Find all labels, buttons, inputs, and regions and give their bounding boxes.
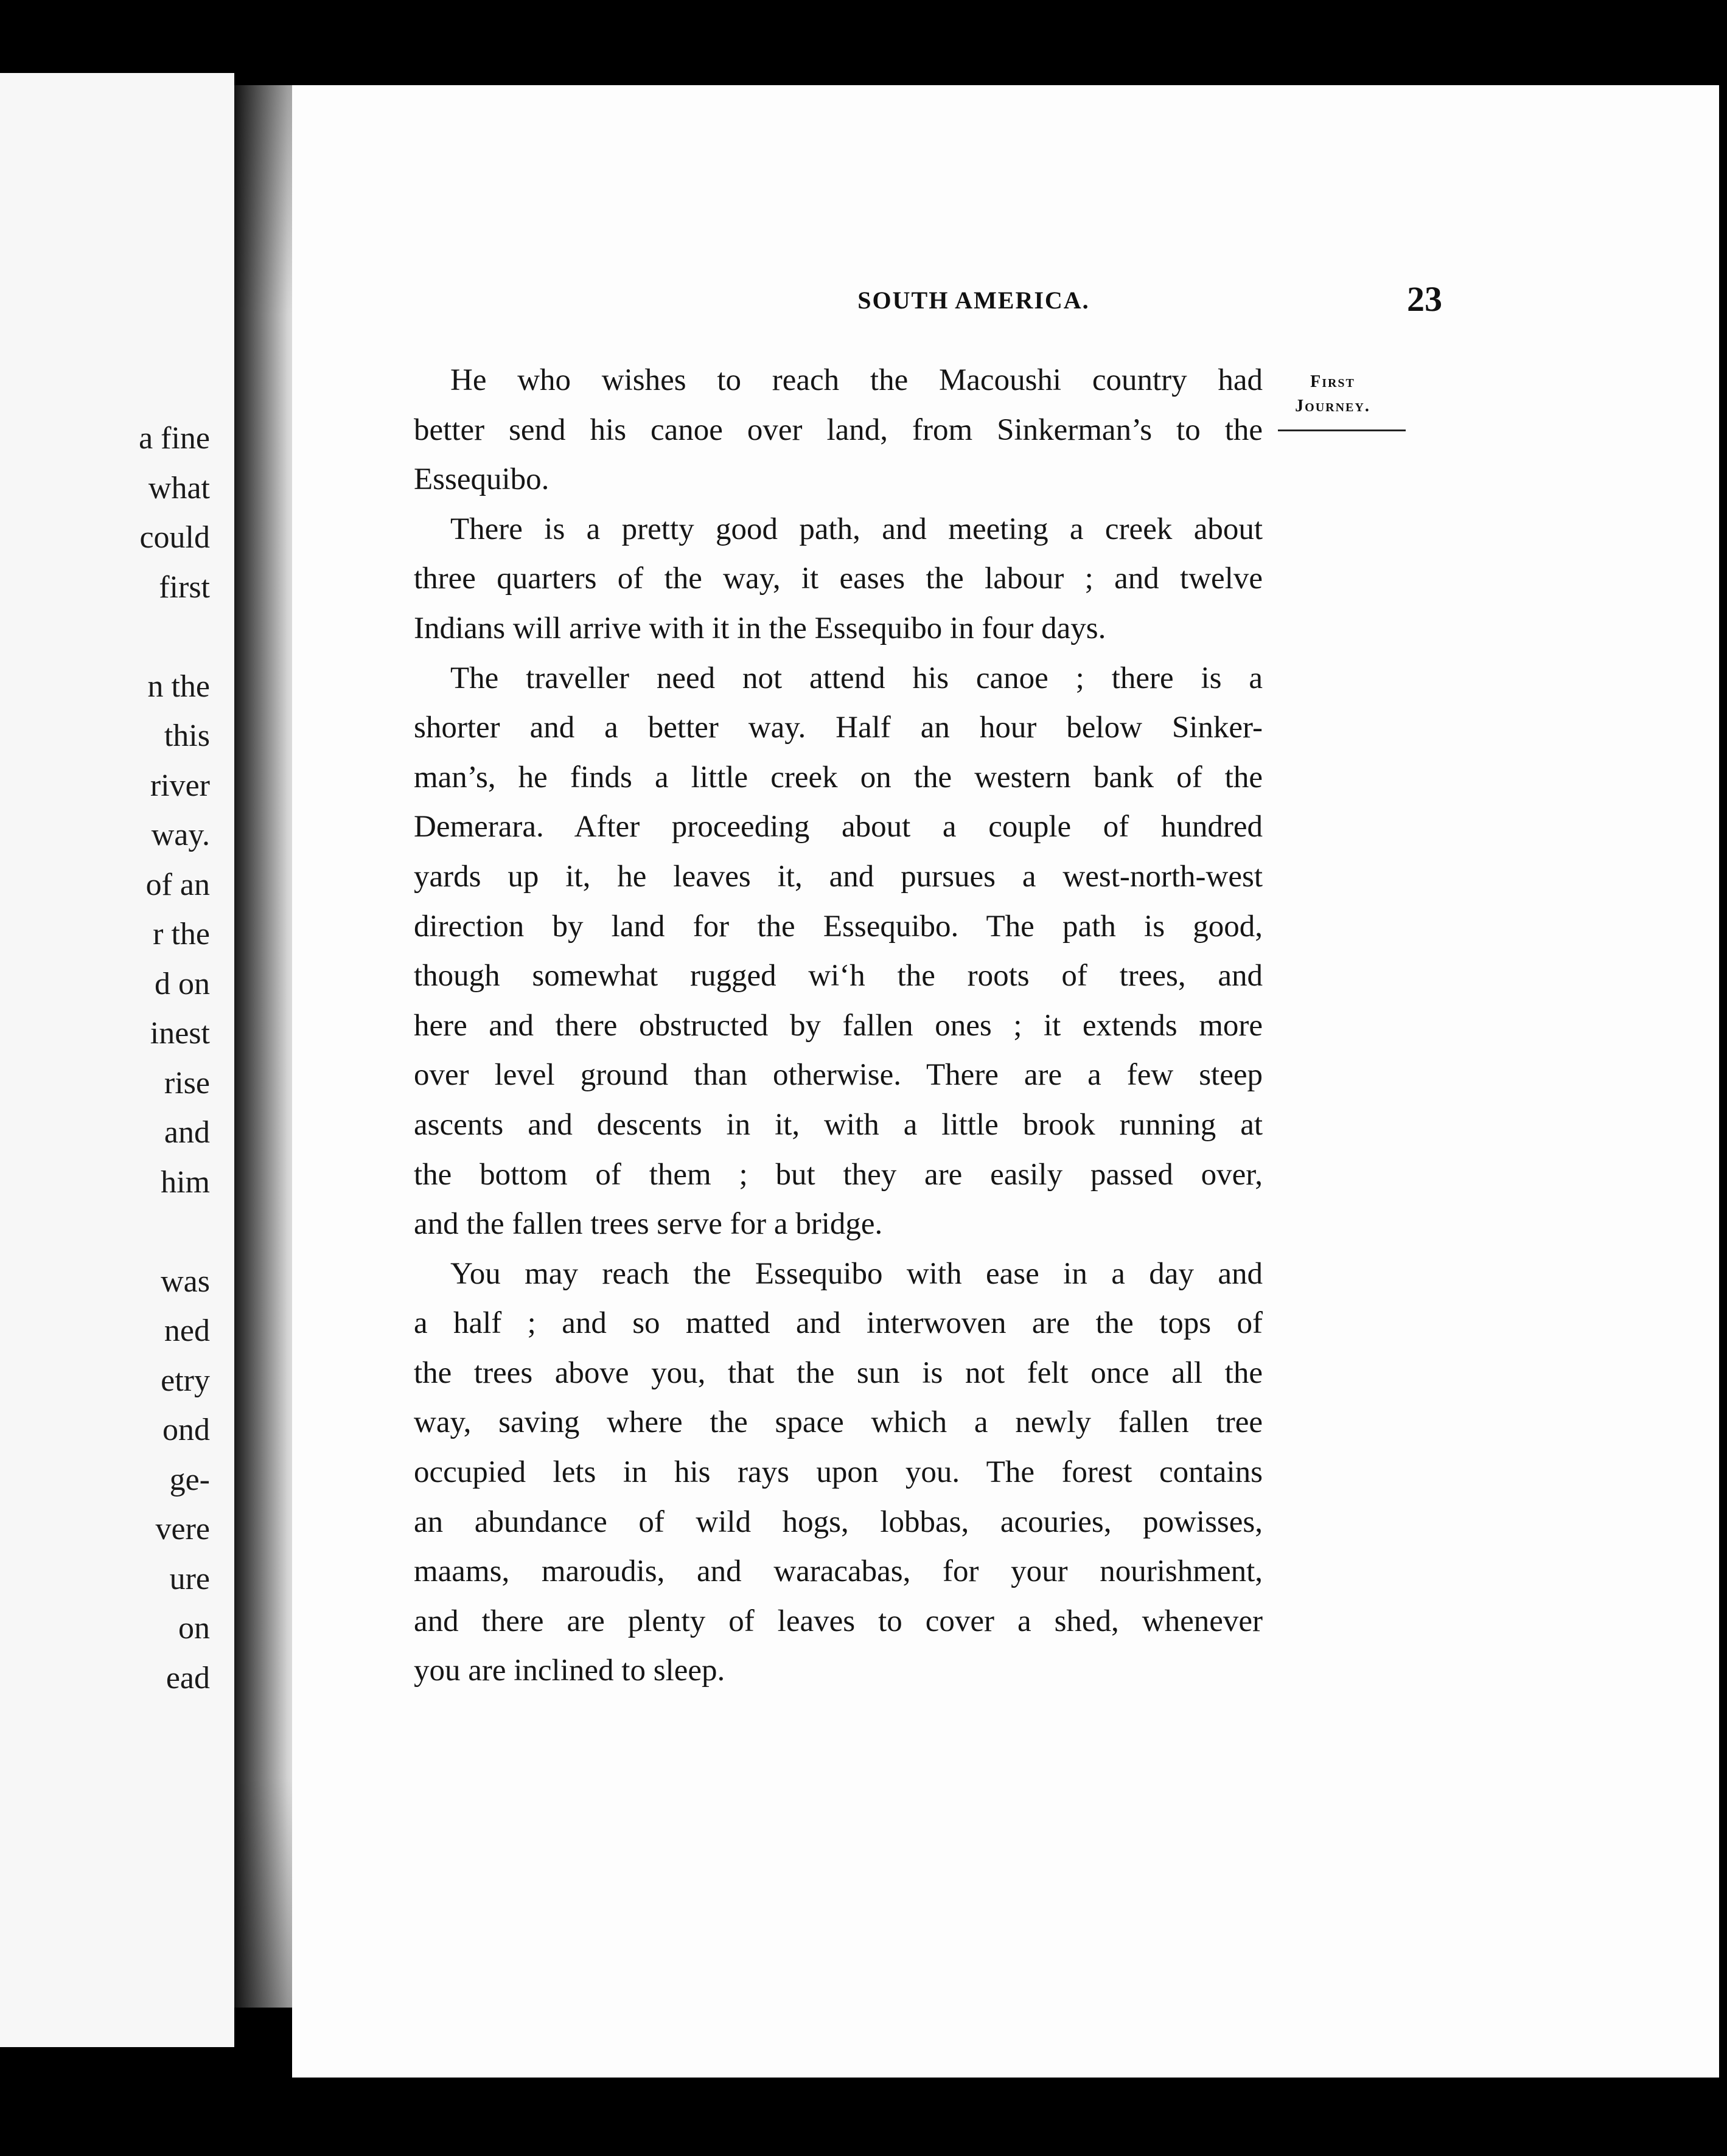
- text-line: though somewhat rugged wi‘h the roots of trees, and: [414, 959, 1263, 993]
- left-page-fragment: n the: [147, 669, 210, 704]
- left-page-fragment: was: [161, 1264, 210, 1299]
- text-line: shorter and a better way. Half an hour below Sinker-: [414, 711, 1263, 745]
- left-page-text-fragments: [0, 414, 210, 1703]
- left-page-fragment: ead: [166, 1660, 210, 1695]
- text-line: Essequibo.: [414, 462, 550, 497]
- body-text: [414, 356, 1263, 1696]
- page-number: 23: [1407, 279, 1442, 319]
- left-page-fragment: etry: [161, 1363, 210, 1398]
- left-page-fragment: r the: [153, 917, 210, 951]
- left-page-fragment: vere: [155, 1512, 210, 1546]
- left-page: [0, 73, 234, 2047]
- paragraph: [414, 505, 1263, 654]
- text-line: yards up it, he leaves it, and pursues a west-north-west: [414, 859, 1263, 894]
- left-page-fragment: river: [150, 768, 210, 803]
- marginal-note-line-1: First: [1310, 372, 1355, 391]
- text-line: direction by land for the Essequibo. The path is good,: [414, 909, 1263, 944]
- left-page-fragment: way.: [151, 818, 210, 852]
- marginal-note-rule: [1278, 429, 1406, 431]
- text-line: three quarters of the way, it eases the labour ; and twelve: [414, 562, 1263, 596]
- text-line: a half ; and so matted and interwoven are the tops of: [414, 1306, 1263, 1341]
- text-line: way, saving where the space which a newly fallen tree: [414, 1405, 1263, 1440]
- left-page-fragment: what: [148, 470, 210, 506]
- left-page-fragment: ned: [164, 1313, 210, 1348]
- left-page-gap: [0, 612, 210, 662]
- left-page-fragment: ond: [162, 1413, 210, 1447]
- left-page-fragment: rise: [164, 1065, 210, 1101]
- marginal-note-line-2: Journey.: [1295, 397, 1370, 416]
- marginal-note: [1266, 370, 1400, 419]
- text-line: you are inclined to sleep.: [414, 1654, 725, 1688]
- text-line: There is a pretty good path, and meeting a creek about: [450, 512, 1263, 546]
- left-page-fragment: first: [159, 569, 210, 605]
- text-line: the trees above you, that the sun is not felt once all the: [414, 1355, 1263, 1390]
- text-line: ascents and descents in it, with a little brook running at: [414, 1107, 1263, 1142]
- left-page-fragment: a fine: [139, 421, 210, 456]
- paragraph: [414, 1250, 1263, 1696]
- running-title: SOUTH AMERICA.: [857, 287, 1090, 314]
- left-page-fragment: inest: [150, 1016, 210, 1051]
- text-line: The traveller need not attend his canoe ; there is a: [450, 661, 1263, 695]
- left-page-fragment: d on: [155, 966, 210, 1001]
- left-page-fragment: ure: [169, 1561, 210, 1596]
- text-line: over level ground than otherwise. There are a few steep: [414, 1058, 1263, 1093]
- text-line: better send his canoe over land, from Sinkerman’s to the: [414, 412, 1263, 447]
- paragraph: [414, 356, 1263, 505]
- text-line: the bottom of them ; but they are easily passed over,: [414, 1157, 1263, 1192]
- paragraph: [414, 654, 1263, 1250]
- text-line: and the fallen trees serve for a bridge.: [414, 1207, 883, 1242]
- text-line: Demerara. After proceeding about a couple of hundred: [414, 810, 1263, 844]
- left-page-fragment: of an: [145, 867, 210, 902]
- left-page-fragment: could: [139, 520, 210, 555]
- text-line: occupied lets in his rays upon you. The forest contains: [414, 1455, 1263, 1490]
- text-line: man’s, he finds a little creek on the western bank of the: [414, 760, 1263, 795]
- left-page-fragment: ge-: [169, 1462, 210, 1497]
- text-line: You may reach the Essequibo with ease in a day and: [450, 1256, 1263, 1291]
- text-line: He who wishes to reach the Macoushi country had: [450, 363, 1263, 397]
- left-page-fragment: him: [161, 1164, 210, 1200]
- text-line: an abundance of wild hogs, lobbas, acouries, powisses,: [414, 1504, 1263, 1539]
- left-page-gap: [0, 1207, 210, 1257]
- left-page-fragment: this: [164, 718, 210, 753]
- text-line: maams, maroudis, and waracabas, for your nourishment,: [414, 1554, 1263, 1589]
- right-page: [292, 85, 1719, 2078]
- left-page-fragment: on: [178, 1611, 210, 1646]
- text-line: Indians will arrive with it in the Essequibo in four days.: [414, 611, 1106, 645]
- text-line: and there are plenty of leaves to cover a shed, whenever: [414, 1604, 1263, 1638]
- gutter-shadow: [234, 85, 301, 2008]
- left-page-fragment: and: [164, 1115, 210, 1150]
- text-line: here and there obstructed by fallen ones ; it extends more: [414, 1008, 1263, 1043]
